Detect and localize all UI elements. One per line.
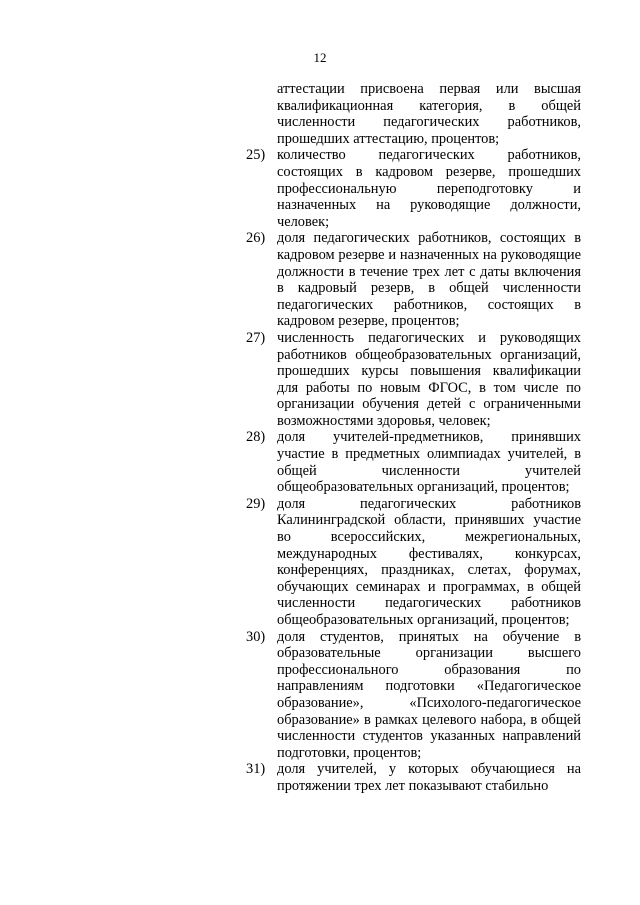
list-item-25 (246, 147, 581, 230)
document-body (246, 81, 581, 795)
list-item-30 (246, 629, 581, 762)
list-item-29 (246, 496, 581, 629)
list-item-number: 27) (246, 329, 266, 346)
list-item-text: доля педагогических работников Калининградской области, принявших участие во всероссийских, межрегиональных, международных фестивалях, конкурсах, конференциях, праздниках, слетах, форумах, обучающих семинарах и программах, в общей численности педагогических работников общеобразовательных организаций, процентов; (277, 495, 581, 628)
continuation-paragraph: аттестации присвоена первая или высшая квалификационная категория, в общей численности педагогических работников, прошедших аттестацию, процентов; (277, 81, 581, 147)
list-item-text: доля студентов, принятых на обучение в образовательные организации высшего профессионального образования по направлениям подготовки «Педагогическое образование», «Психолого-педагогическое образование» в рамках целевого набора, в общей численности студентов указанных направлений подготовки, процентов; (277, 628, 581, 761)
list-item-number: 30) (246, 628, 266, 645)
list-item-28 (246, 429, 581, 495)
list-item-number: 29) (246, 495, 266, 512)
page-number: 12 (313, 50, 327, 65)
list-item-26 (246, 230, 581, 330)
list-item-text: доля учителей, у которых обучающиеся на протяжении трех лет показывают стабильно (277, 761, 581, 794)
list-item-text: количество педагогических работников, состоящих в кадровом резерве, прошедших профессиональную переподготовку и назначенных на руководящие должности, человек; (277, 147, 581, 230)
list-item-number: 26) (246, 230, 266, 247)
list-item-number: 31) (246, 761, 266, 778)
list-item-number: 28) (246, 429, 266, 446)
list-item-text: численность педагогических и руководящих работников общеобразовательных организаций, прошедших курсы повышения квалификации для работы по новым ФГОС, в том числе по организации обучения детей с ограниченными возможностями здоровья, человек; (277, 329, 581, 429)
list-item-text: доля учителей-предметников, принявших участие в предметных олимпиадах учителей, в общей численности учителей общеобразовательных организаций, процентов; (277, 429, 581, 496)
list-item-number: 25) (246, 147, 266, 164)
list-item-27 (246, 330, 581, 430)
list-item-31 (246, 761, 581, 794)
list-item-text: доля педагогических работников, состоящих в кадровом резерве и назначенных на руководящие должности в течение трех лет с даты включения в кадровый резерв, в общей численности педагогических работников, состоящих в кадровом резерве, процентов; (277, 230, 581, 330)
